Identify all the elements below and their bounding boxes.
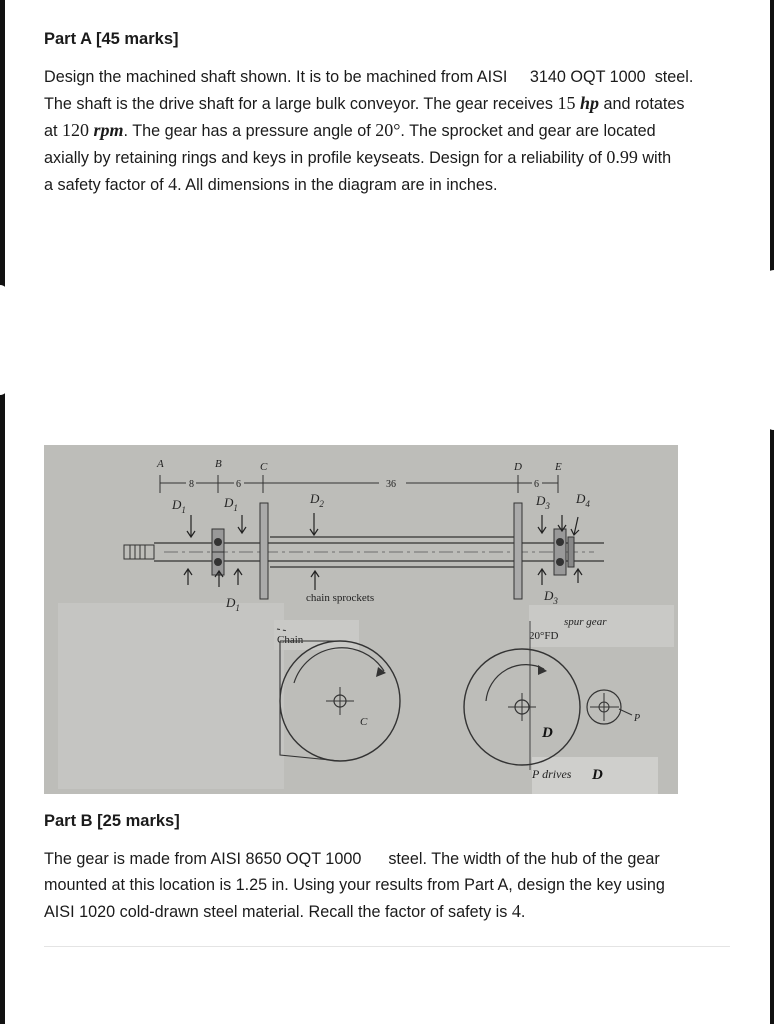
chain-label: Chain [277, 634, 304, 646]
label-c: C [260, 461, 268, 473]
part-a-line-3 [44, 117, 734, 144]
label-d: D [514, 461, 522, 473]
pinion-label-p: P [634, 713, 641, 724]
angle-label: 20°FD [529, 630, 559, 642]
reliability-value: 0.99 [606, 147, 638, 167]
part-b-safety-factor: 4 [511, 901, 521, 921]
part-a-line-2-end: and rotates [603, 95, 685, 113]
dim-8: 8 [189, 479, 194, 490]
part-b-heading: Part B [25 marks] [44, 812, 180, 830]
part-a-line-4 [44, 144, 734, 171]
part-b-line-3 [44, 898, 734, 925]
part-a-line-1-text: Design the machined shaft shown. It is to be machined from AISI [44, 68, 508, 86]
gear-center-d: D [542, 725, 553, 741]
part-a-line-3-start: at [44, 122, 58, 140]
p-drives-label: P drives [532, 767, 572, 781]
spur-gear-on-shaft [568, 537, 574, 567]
d2-label: $D_2$ [310, 491, 324, 509]
part-b-line-2: mounted at this location is 1.25 in. Using your results from Part A, design the key using [44, 876, 665, 894]
safety-factor-value: 4 [168, 174, 178, 194]
part-a-line-2 [44, 90, 734, 117]
p-drives-d: D [592, 767, 603, 783]
sprocket-d [514, 503, 522, 599]
speed-unit: rpm [93, 120, 124, 140]
power-value: 15 [557, 93, 576, 113]
right-frame-notch [764, 270, 774, 430]
bearing-e [554, 529, 566, 575]
left-frame-notch [0, 285, 8, 395]
d3-label-a: $D_3$ [536, 493, 550, 511]
part-a-line-2-text: The shaft is the drive shaft for a large bulk conveyor. The gear receives [44, 95, 553, 113]
part-b-line-1-text: The gear is made from AISI 8650 OQT 1000 [44, 850, 362, 868]
sprocket-c [260, 503, 268, 599]
part-a-line-1 [44, 64, 734, 90]
part-b-line-1 [44, 846, 734, 872]
speed-value: 120 [62, 120, 90, 140]
chain-sprockets-label: chain sprockets [306, 592, 375, 604]
steel-grade-part-a: 3140 OQT 1000 [529, 68, 646, 86]
left-frame-edge [0, 0, 5, 1024]
power-unit: hp [579, 93, 599, 113]
dim-36: 36 [386, 479, 396, 490]
bottom-divider [44, 946, 730, 947]
part-b-paragraph [44, 846, 734, 925]
shaft-diagram [44, 445, 678, 794]
d1-label-a: $D_1$ [172, 497, 186, 515]
part-a-paragraph [44, 64, 734, 198]
bearing-b [212, 529, 224, 575]
part-a-line-4-end: with [642, 149, 672, 167]
part-a-line-1-end: steel. [654, 68, 694, 86]
pressure-angle: 20° [375, 120, 401, 140]
shaft-diagram-photo [44, 445, 678, 794]
sprocket-center-c: C [360, 716, 368, 728]
dim-6-right: 6 [534, 479, 539, 490]
label-a: A [157, 458, 164, 470]
dim-6-left: 6 [236, 479, 241, 490]
spur-gear-label: spur gear [564, 616, 607, 628]
part-a-line-4-text: axially by retaining rings and keys in profile keyseats. Design for a reliability of [44, 149, 602, 167]
d3-label-b: $D_3$ [544, 588, 558, 606]
part-b-line-3-end: . [520, 903, 526, 921]
label-e: E [555, 461, 562, 473]
label-b: B [215, 458, 222, 470]
d1-label-c: $D_1$ [226, 595, 240, 613]
part-a-line-5-text: a safety factor of [44, 176, 164, 194]
part-a-heading: Part A [45 marks] [44, 30, 179, 48]
part-a-line-3-text: . The gear has a pressure angle of [123, 122, 371, 140]
part-b-line-3-text: AISI 1020 cold-drawn steel material. Recall the factor of safety is [44, 903, 508, 921]
part-a-line-5 [44, 171, 734, 198]
d4-label: $D_4$ [576, 491, 590, 509]
d1-label-b: $D_1$ [224, 495, 238, 513]
part-b-line-1-end: steel. The width of the hub of the gear [388, 850, 660, 868]
part-a-line-3-end: . The sprocket and gear are located [400, 122, 656, 140]
right-frame-edge [770, 0, 774, 1024]
part-a-line-5-end: . All dimensions in the diagram are in inches. [177, 176, 498, 194]
